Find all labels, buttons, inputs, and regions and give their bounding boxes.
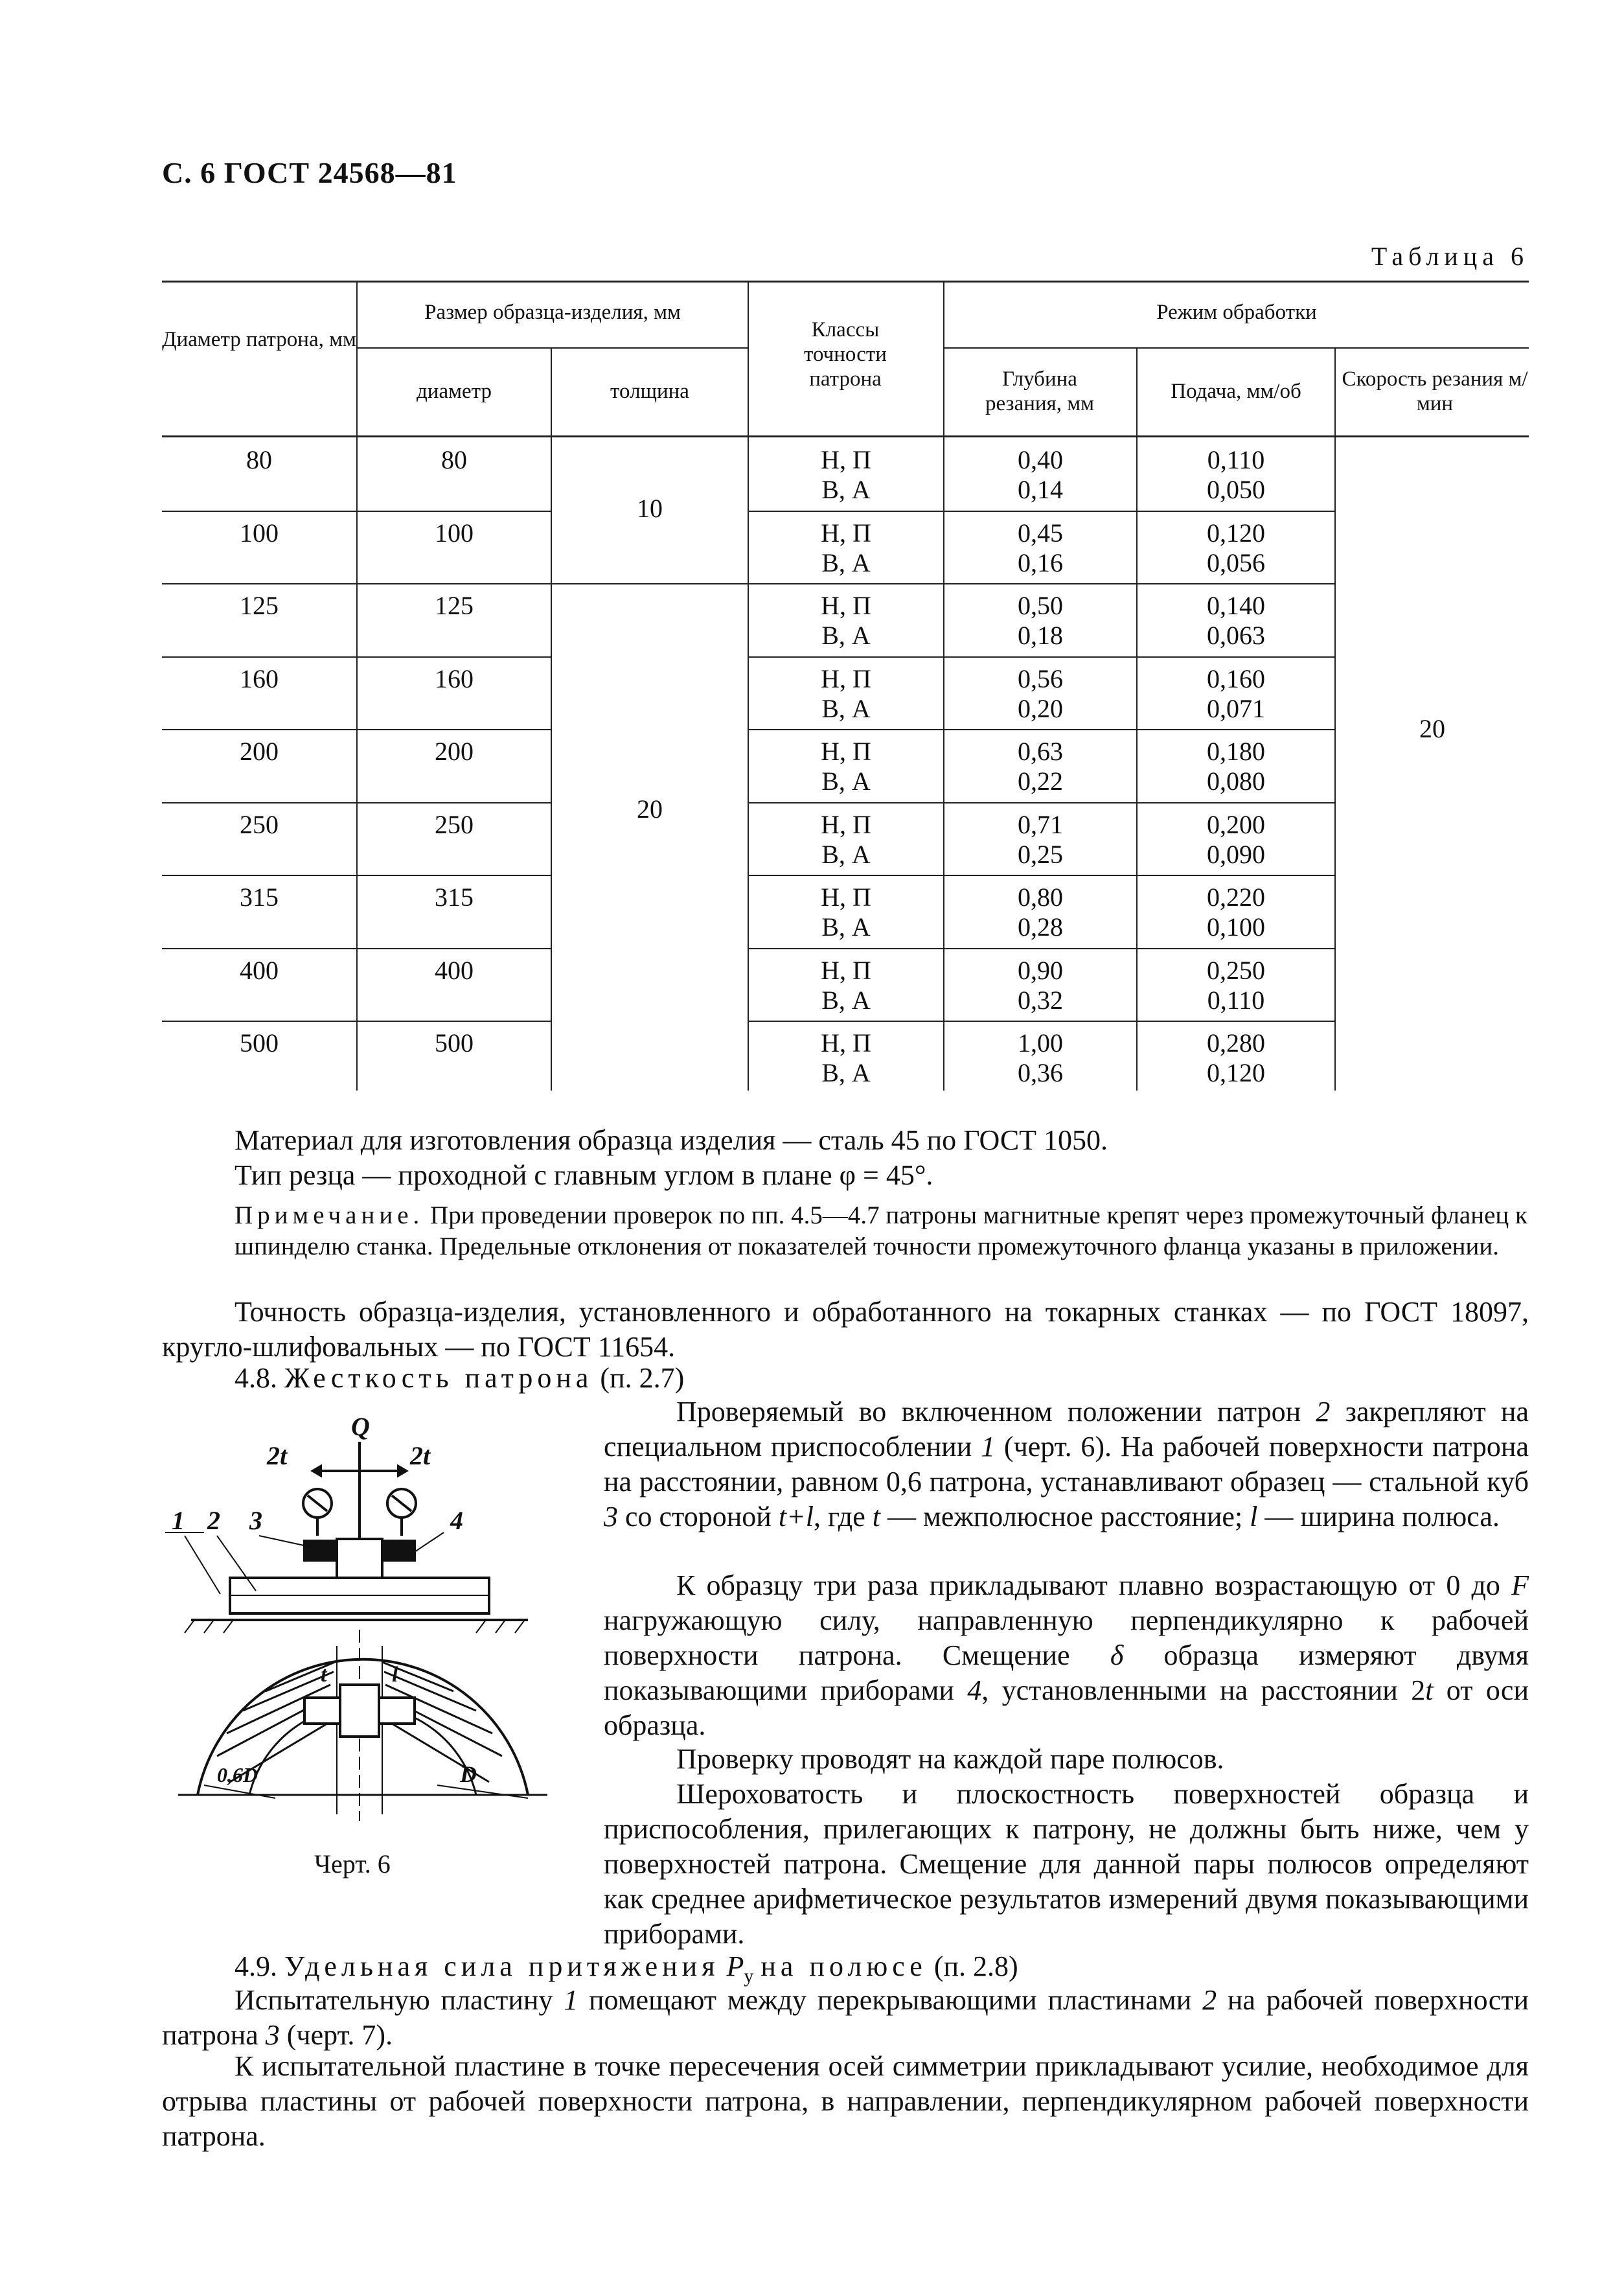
t: (черт. 7). xyxy=(279,2019,393,2051)
cell-depth: 0,40 0,14 xyxy=(1018,445,1063,504)
var: δ xyxy=(1110,1639,1124,1671)
ref: 2 xyxy=(1202,1984,1217,2016)
label-t: t xyxy=(321,1663,327,1687)
table-header-rule xyxy=(162,435,1529,437)
cell-sd: 125 xyxy=(435,591,474,620)
cell-depth: 0,45 0,16 xyxy=(1018,518,1063,577)
t: Испытательную пластину xyxy=(234,1984,564,2016)
subscript: у xyxy=(744,1965,754,1987)
label-4: 4 xyxy=(450,1506,463,1535)
row-rule xyxy=(551,583,748,584)
material-line: Материал для изготовления образца изделия — сталь 45 по ГОСТ 1050. xyxy=(234,1124,1108,1156)
var: t xyxy=(872,1501,880,1532)
var: F xyxy=(1511,1569,1529,1601)
cell-feed: 0,160 0,071 xyxy=(1207,664,1265,723)
ref: 4 xyxy=(967,1674,982,1706)
cell-cl: Н, П В, А xyxy=(821,737,871,796)
t: Проверяемый во включенном положении патрон xyxy=(676,1396,1316,1427)
cell-d: 100 xyxy=(240,518,279,548)
hdr-classes: Классы точности патрона xyxy=(804,318,887,391)
var: t xyxy=(1425,1674,1434,1706)
section-ref: (п. 2.7) xyxy=(600,1362,685,1394)
cell-cl: Н, П В, А xyxy=(821,664,871,723)
label-2t-left: 2t xyxy=(267,1441,288,1470)
cell-d: 200 xyxy=(240,737,279,766)
cell-depth: 0,71 0,25 xyxy=(1018,809,1063,869)
var-P: P xyxy=(726,1950,744,1982)
label-2: 2 xyxy=(207,1506,220,1535)
table-rule-subhdr-right xyxy=(943,347,1529,349)
row-rule xyxy=(162,875,551,876)
cell-feed: 0,140 0,063 xyxy=(1207,591,1265,650)
hdr-sample-size: Размер образца-изделия, мм xyxy=(424,301,681,324)
cell-feed: 0,200 0,090 xyxy=(1207,809,1265,869)
section-number: 4.9. xyxy=(234,1950,277,1982)
t: закрепляют на специальном приспособлении xyxy=(604,1396,1529,1462)
ref: 3 xyxy=(604,1501,618,1532)
t: нагружающую силу, направленную перпендикулярно к рабочей поверхности патрона. Смещение xyxy=(604,1604,1529,1671)
row-rule xyxy=(748,948,1336,949)
note xyxy=(234,1200,1529,1262)
label-Q: Q xyxy=(351,1412,370,1441)
paragraph-3: Проверку проводят на каждой паре полюсов. xyxy=(676,1743,1224,1775)
page-header: С. 6 ГОСТ 24568—81 xyxy=(162,156,457,189)
cell-d: 400 xyxy=(240,955,279,985)
row-rule xyxy=(748,802,1336,803)
cell-cl: Н, П В, А xyxy=(821,591,871,650)
cell-cl: Н, П В, А xyxy=(821,1028,871,1087)
pad-right xyxy=(382,1541,415,1560)
row-rule xyxy=(748,511,1336,512)
label-2t-right: 2t xyxy=(410,1441,431,1470)
table-top-rule xyxy=(162,281,1529,283)
cell-feed: 0,280 0,120 xyxy=(1207,1028,1265,1087)
cell-thickness-10: 10 xyxy=(637,494,663,523)
row-rule xyxy=(748,656,1336,658)
cell-sd: 250 xyxy=(435,809,474,839)
note-label: Примечание. xyxy=(234,1201,424,1229)
cell-speed: 20 xyxy=(1419,714,1445,743)
t: К образцу три раза прикладывают плавно возрастающую от 0 до xyxy=(676,1569,1512,1601)
cell-cl: Н, П В, А xyxy=(821,809,871,869)
cell-cl: Н, П В, А xyxy=(821,955,871,1015)
ref: 2 xyxy=(1316,1396,1331,1427)
t: образца измеряют двумя показывающими приборами xyxy=(604,1639,1529,1706)
cell-sd: 100 xyxy=(435,518,474,548)
table-rule-subhdr-left xyxy=(356,347,748,349)
section-number: 4.8. xyxy=(234,1362,277,1394)
row-rule xyxy=(748,729,1336,730)
cell-cl: Н, П В, А xyxy=(821,518,871,577)
ref: 1 xyxy=(564,1984,578,2016)
row-rule xyxy=(162,802,551,803)
cell-d: 160 xyxy=(240,664,279,693)
cell-sd: 160 xyxy=(435,664,474,693)
t: помещают между перекрывающими пластинами xyxy=(578,1984,1203,2016)
accuracy-paragraph: Точность образца-изделия, установленного и обработанного на токарных станках — по ГОСТ 18097, кругло-шлифовальных — по ГОСТ 11654. xyxy=(162,1296,1529,1363)
cell-feed: 0,250 0,110 xyxy=(1207,955,1265,1015)
hdr-sample-diam: диаметр xyxy=(417,380,492,403)
label-06D: 0,6D xyxy=(217,1763,258,1786)
sample-cube xyxy=(337,1539,382,1578)
t: — межполюсное расстояние; xyxy=(880,1501,1250,1532)
cell-sd: 500 xyxy=(435,1028,474,1058)
section-title: Удельная сила притяжения xyxy=(284,1950,720,1982)
cell-depth: 0,56 0,20 xyxy=(1018,664,1063,723)
cell-cl: Н, П В, А xyxy=(821,883,871,942)
cell-sd: 315 xyxy=(435,883,474,912)
var: l xyxy=(1250,1501,1258,1532)
row-rule xyxy=(748,1021,1336,1022)
cell-d: 315 xyxy=(240,883,279,912)
row-rule xyxy=(162,583,551,584)
row-rule xyxy=(162,1021,551,1022)
hdr-mode: Режим обработки xyxy=(1156,301,1317,324)
cell-thickness-20: 20 xyxy=(637,794,663,824)
t: со стороной xyxy=(618,1501,779,1532)
cell-depth: 0,80 0,28 xyxy=(1018,883,1063,942)
cell-depth: 0,90 0,32 xyxy=(1018,955,1063,1015)
section-title-2: на полюсе xyxy=(761,1950,927,1982)
label-1: 1 xyxy=(172,1506,185,1535)
cutter-line: Тип резца — проходной с главным углом в плане φ = 45°. xyxy=(234,1159,933,1191)
cell-feed: 0,180 0,080 xyxy=(1207,737,1265,796)
hdr-sample-thick: толщина xyxy=(610,380,689,403)
cell-sd: 400 xyxy=(435,955,474,985)
cell-d: 250 xyxy=(240,809,279,839)
cell-depth: 0,63 0,22 xyxy=(1018,737,1063,796)
cell-depth: 0,50 0,18 xyxy=(1018,591,1063,650)
cell-d: 80 xyxy=(246,445,272,474)
section-ref: (п. 2.8) xyxy=(933,1950,1018,1982)
row-rule xyxy=(162,656,551,658)
cell-sd: 200 xyxy=(435,737,474,766)
row-rule xyxy=(748,583,1336,584)
note-body: При проведении проверок по пп. 4.5—4.7 патроны магнитные крепят через промежуточный фланец к шпинделю станка. Предельные отклонения от показателей точности промежуточного фланца указаны в приложении. xyxy=(234,1201,1527,1260)
label-l: l xyxy=(392,1663,398,1687)
cell-d: 125 xyxy=(240,591,279,620)
t: — ширина полюса. xyxy=(1257,1501,1500,1532)
row-rule xyxy=(162,729,551,730)
label-3: 3 xyxy=(249,1506,262,1535)
table-vrule xyxy=(551,347,552,1091)
cell-d: 500 xyxy=(240,1028,279,1058)
paragraph-6: К испытательной пластине в точке пересечения осей симметрии прикладывают усилие, необходимое для отрыва пластины от рабочей поверхности патрона, в направлении, перпендикулярном рабочей поверхности патрона. xyxy=(162,2050,1529,2152)
t: от оси образца. xyxy=(604,1674,1529,1741)
table-caption: Таблица 6 xyxy=(1371,242,1529,271)
t: на рабочей поверхности патрона xyxy=(162,1984,1529,2051)
row-rule xyxy=(748,875,1336,876)
var: t+l xyxy=(778,1501,814,1532)
paragraph-1 xyxy=(604,1394,1529,1534)
figure-caption: Черт. 6 xyxy=(314,1849,391,1878)
cell-feed: 0,120 0,056 xyxy=(1207,518,1265,577)
pad-left xyxy=(304,1541,337,1560)
paragraph-5 xyxy=(162,1983,1529,2053)
row-rule xyxy=(162,511,551,512)
ref: 3 xyxy=(265,2019,280,2051)
hdr-depth: Глубина резания, мм xyxy=(985,367,1094,415)
t: , установленными на расстоянии 2 xyxy=(981,1674,1426,1706)
row-rule xyxy=(162,948,551,949)
cell-sd: 80 xyxy=(441,445,467,474)
hdr-speed: Скорость резания м/мин xyxy=(1342,367,1528,415)
cell-cl: Н, П В, А xyxy=(821,445,871,504)
section-4-8-heading xyxy=(234,1361,684,1396)
t: , где xyxy=(813,1501,873,1532)
section-title: Жесткость патрона xyxy=(284,1362,593,1394)
label-D: D xyxy=(460,1761,477,1787)
hdr-feed: Подача, мм/об xyxy=(1171,380,1301,403)
cell-depth: 1,00 0,36 xyxy=(1018,1028,1063,1087)
cell-feed: 0,110 0,050 xyxy=(1207,445,1265,504)
ref: 1 xyxy=(981,1431,996,1462)
t: (черт. 6). На рабочей поверхности патрона на расстоянии, равном 0,6 патрона, устанавливают образец — стальной куб xyxy=(604,1431,1529,1497)
paragraph-4: Шероховатость и плоскостность поверхностей образца и приспособления, прилегающих к патрону, не должны быть ниже, чем у поверхностей патрона. Смещение для данной пары полюсов определяют как среднее арифметическое результатов измерений двумя показывающими приборами. xyxy=(604,1778,1529,1950)
figure-6 xyxy=(165,1406,547,1827)
hdr-diameter: Диаметр патрона, мм xyxy=(162,328,356,351)
cell-feed: 0,220 0,100 xyxy=(1207,883,1265,942)
paragraph-2 xyxy=(604,1568,1529,1743)
